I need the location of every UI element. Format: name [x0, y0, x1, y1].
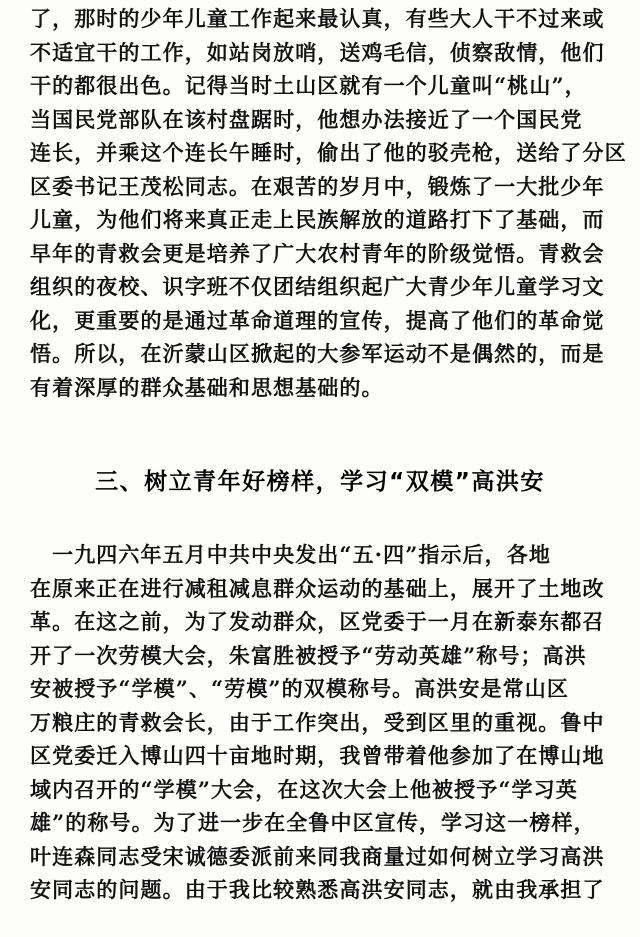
- text-line: 革。在这之前，为了发动群众，区党委于一月在新泰东都召: [30, 609, 605, 634]
- text-line: 域内召开的“学模”大会，在这次大会上他被授予“学习英: [30, 776, 578, 802]
- paragraph-youth-work: [30, 2, 627, 404]
- text-line: 叶连森同志受宋诚德委派前来同我商量过如何树立学习高洪: [30, 843, 605, 869]
- text-line: 化，更重要的是通过革命道理的宣传，提高了他们的革命觉: [30, 307, 605, 333]
- text-line: 当国民党部队在该村盘踞时，他想办法接近了一个国民党: [30, 106, 583, 132]
- text-line: 开了一次劳模大会，朱富胜被授予“劳动英雄”称号；高洪: [30, 642, 587, 668]
- text-line: 在原来正在进行减租减息群众运动的基础上，展开了土地改: [30, 575, 605, 601]
- text-line: 儿童，为他们将来真正走上民族解放的道路打下了基础，而: [30, 207, 605, 232]
- text-line: 万粮庄的青救会长，由于工作突出，受到区里的重视。鲁中: [30, 709, 605, 735]
- text-line: 区委书记王茂松同志。在艰苦的岁月中，锻炼了一大批少年: [30, 173, 605, 199]
- paragraph-model-youth: [30, 538, 616, 907]
- section-heading: 三、树立青年好榜样，学习“双模”高洪安: [95, 469, 545, 495]
- text-line: 悟。所以，在沂蒙山区掀起的大参军运动不是偶然的，而是: [30, 341, 605, 366]
- text-line: 安被授予“学模”、“劳模”的双模称号。高洪安是常山区: [30, 676, 569, 701]
- text-line: 连长，并乘这个连长午睡时，偷出了他的驳壳枪，送给了分区: [30, 140, 627, 165]
- text-line: 不适宜干的工作，如站岗放哨，送鸡毛信，侦察敌情，他们: [30, 39, 605, 65]
- text-line: 雄”的称号。为了进一步在全鲁中区宣传，学习这一榜样，: [30, 810, 596, 835]
- text-line: 有着深厚的群众基础和思想基础的。: [30, 374, 384, 400]
- text-line: 了，那时的少年儿童工作起来最认真，有些大人干不过来或: [30, 6, 605, 31]
- text-line: 区党委迁入博山四十亩地时期，我曾带着他参加了在博山地: [30, 743, 605, 768]
- text-line: 早年的青救会更是培养了广大农村青年的阶级觉悟。青救会: [30, 240, 605, 266]
- text-line: 一九四六年五月中共中央发出“五·四”指示后，各地: [30, 542, 551, 567]
- text-line: 组织的夜校、识字班不仅团结组织起广大青少年儿童学习文: [30, 274, 605, 299]
- text-line: 干的都很出色。记得当时土山区就有一个儿童叫“桃山”，: [30, 73, 587, 98]
- text-line: 安同志的问题。由于我比较熟悉高洪安同志，就由我承担了: [30, 877, 605, 902]
